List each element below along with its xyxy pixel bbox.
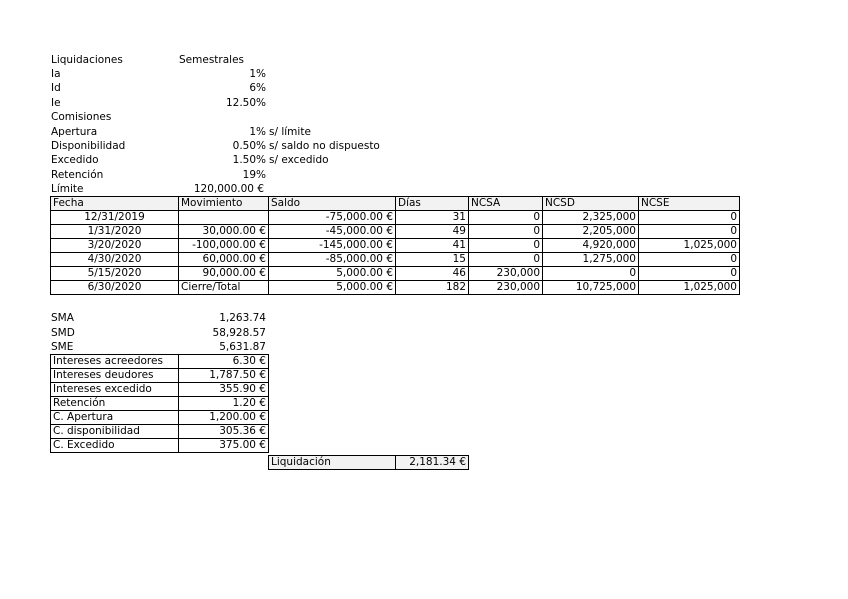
cell-ncse: 1,025,000 [639, 281, 740, 295]
cell-movimiento: -100,000.00 € [179, 239, 269, 253]
retencion-label: Retención [51, 169, 104, 181]
cell-ncsa: 0 [469, 225, 543, 239]
cell-ncsd: 1,275,000 [543, 253, 639, 267]
result-value: 1,787.50 € [179, 369, 269, 383]
cell-movimiento: 30,000.00 € [179, 225, 269, 239]
ia-value: 1% [249, 68, 266, 80]
result-row [51, 411, 269, 425]
sma-value: 1,263.74 [219, 312, 266, 324]
table-total-row [51, 281, 740, 295]
table-row [51, 225, 740, 239]
results-table [50, 354, 269, 453]
ie-value: 12.50% [225, 97, 266, 109]
result-value: 355.90 € [179, 383, 269, 397]
liquidaciones-label: Liquidaciones [51, 54, 123, 66]
limite-value: 120,000.00 € [193, 183, 264, 195]
cell-fecha: 1/31/2020 [51, 225, 179, 239]
cell-ncsa: 0 [469, 239, 543, 253]
cell-dias: 182 [396, 281, 469, 295]
header-dias: Días [396, 197, 469, 211]
disponibilidad-label: Disponibilidad [51, 140, 126, 152]
cell-movimiento [179, 211, 269, 225]
result-label: C. disponibilidad [51, 425, 179, 439]
excedido-label: Excedido [51, 154, 99, 166]
result-row [51, 355, 269, 369]
excedido-note: s/ excedido [269, 154, 329, 166]
cell-ncsd: 4,920,000 [543, 239, 639, 253]
cell-fecha: 3/20/2020 [51, 239, 179, 253]
cell-saldo: -85,000.00 € [269, 253, 396, 267]
sme-value: 5,631.87 [219, 341, 266, 353]
cell-ncsd: 10,725,000 [543, 281, 639, 295]
header-ncsa: NCSA [469, 197, 543, 211]
header-ncsd: NCSD [543, 197, 639, 211]
disponibilidad-note: s/ saldo no dispuesto [269, 140, 380, 152]
table-header-row [51, 197, 740, 211]
cell-dias: 41 [396, 239, 469, 253]
result-row [51, 383, 269, 397]
cell-ncse: 0 [639, 211, 740, 225]
sma-label: SMA [51, 312, 74, 324]
cell-saldo: -45,000.00 € [269, 225, 396, 239]
cell-saldo: -75,000.00 € [269, 211, 396, 225]
liquidacion-table [268, 455, 469, 470]
cell-ncse: 0 [639, 267, 740, 281]
result-value: 305.36 € [179, 425, 269, 439]
excedido-value: 1.50% [232, 154, 266, 166]
cell-dias: 31 [396, 211, 469, 225]
header-ncse: NCSE [639, 197, 740, 211]
result-row [51, 369, 269, 383]
retencion-value: 19% [242, 169, 266, 181]
cell-fecha: 4/30/2020 [51, 253, 179, 267]
header-saldo: Saldo [269, 197, 396, 211]
result-value: 1.20 € [179, 397, 269, 411]
header-movimiento: Movimiento [179, 197, 269, 211]
cell-fecha: 5/15/2020 [51, 267, 179, 281]
apertura-label: Apertura [51, 126, 98, 138]
apertura-value: 1% [249, 126, 266, 138]
result-label: Intereses acreedores [51, 355, 179, 369]
apertura-note: s/ límite [269, 126, 311, 138]
smd-value: 58,928.57 [212, 327, 266, 339]
result-row [51, 397, 269, 411]
table-row [51, 211, 740, 225]
table-row [51, 253, 740, 267]
result-label: Intereses deudores [51, 369, 179, 383]
limite-label: Límite [51, 183, 84, 195]
sme-label: SME [51, 341, 74, 353]
cell-fecha: 12/31/2019 [51, 211, 179, 225]
cell-fecha: 6/30/2020 [51, 281, 179, 295]
cell-saldo: 5,000.00 € [269, 281, 396, 295]
cell-movimiento: 60,000.00 € [179, 253, 269, 267]
result-label: Intereses excedido [51, 383, 179, 397]
id-label: Id [51, 82, 61, 94]
smd-label: SMD [51, 327, 75, 339]
result-row [51, 439, 269, 453]
cell-ncsd: 2,205,000 [543, 225, 639, 239]
cell-saldo: -145,000.00 € [269, 239, 396, 253]
cell-dias: 15 [396, 253, 469, 267]
header-fecha: Fecha [51, 197, 179, 211]
liquidacion-value: 2,181.34 € [396, 456, 469, 470]
cell-ncsd: 0 [543, 267, 639, 281]
result-value: 1,200.00 € [179, 411, 269, 425]
table-row [51, 267, 740, 281]
movements-table [50, 196, 740, 295]
cell-dias: 46 [396, 267, 469, 281]
cell-ncsa: 0 [469, 211, 543, 225]
cell-movimiento: Cierre/Total [179, 281, 269, 295]
liquidacion-label: Liquidación [269, 456, 396, 470]
cell-movimiento: 90,000.00 € [179, 267, 269, 281]
ia-label: Ia [51, 68, 61, 80]
comisiones-label: Comisiones [51, 111, 112, 123]
table-row [51, 239, 740, 253]
liquidacion-row [269, 456, 469, 470]
disponibilidad-value: 0.50% [232, 140, 266, 152]
ie-label: Ie [51, 97, 61, 109]
result-value: 375.00 € [179, 439, 269, 453]
cell-ncsa: 0 [469, 253, 543, 267]
result-row [51, 425, 269, 439]
liquidaciones-value: Semestrales [179, 54, 244, 66]
result-label: C. Excedido [51, 439, 179, 453]
cell-ncse: 1,025,000 [639, 239, 740, 253]
cell-saldo: 5,000.00 € [269, 267, 396, 281]
cell-ncse: 0 [639, 253, 740, 267]
cell-ncsa: 230,000 [469, 281, 543, 295]
result-value: 6.30 € [179, 355, 269, 369]
cell-ncsa: 230,000 [469, 267, 543, 281]
id-value: 6% [249, 82, 266, 94]
result-label: Retención [51, 397, 179, 411]
cell-dias: 49 [396, 225, 469, 239]
result-label: C. Apertura [51, 411, 179, 425]
cell-ncse: 0 [639, 225, 740, 239]
cell-ncsd: 2,325,000 [543, 211, 639, 225]
